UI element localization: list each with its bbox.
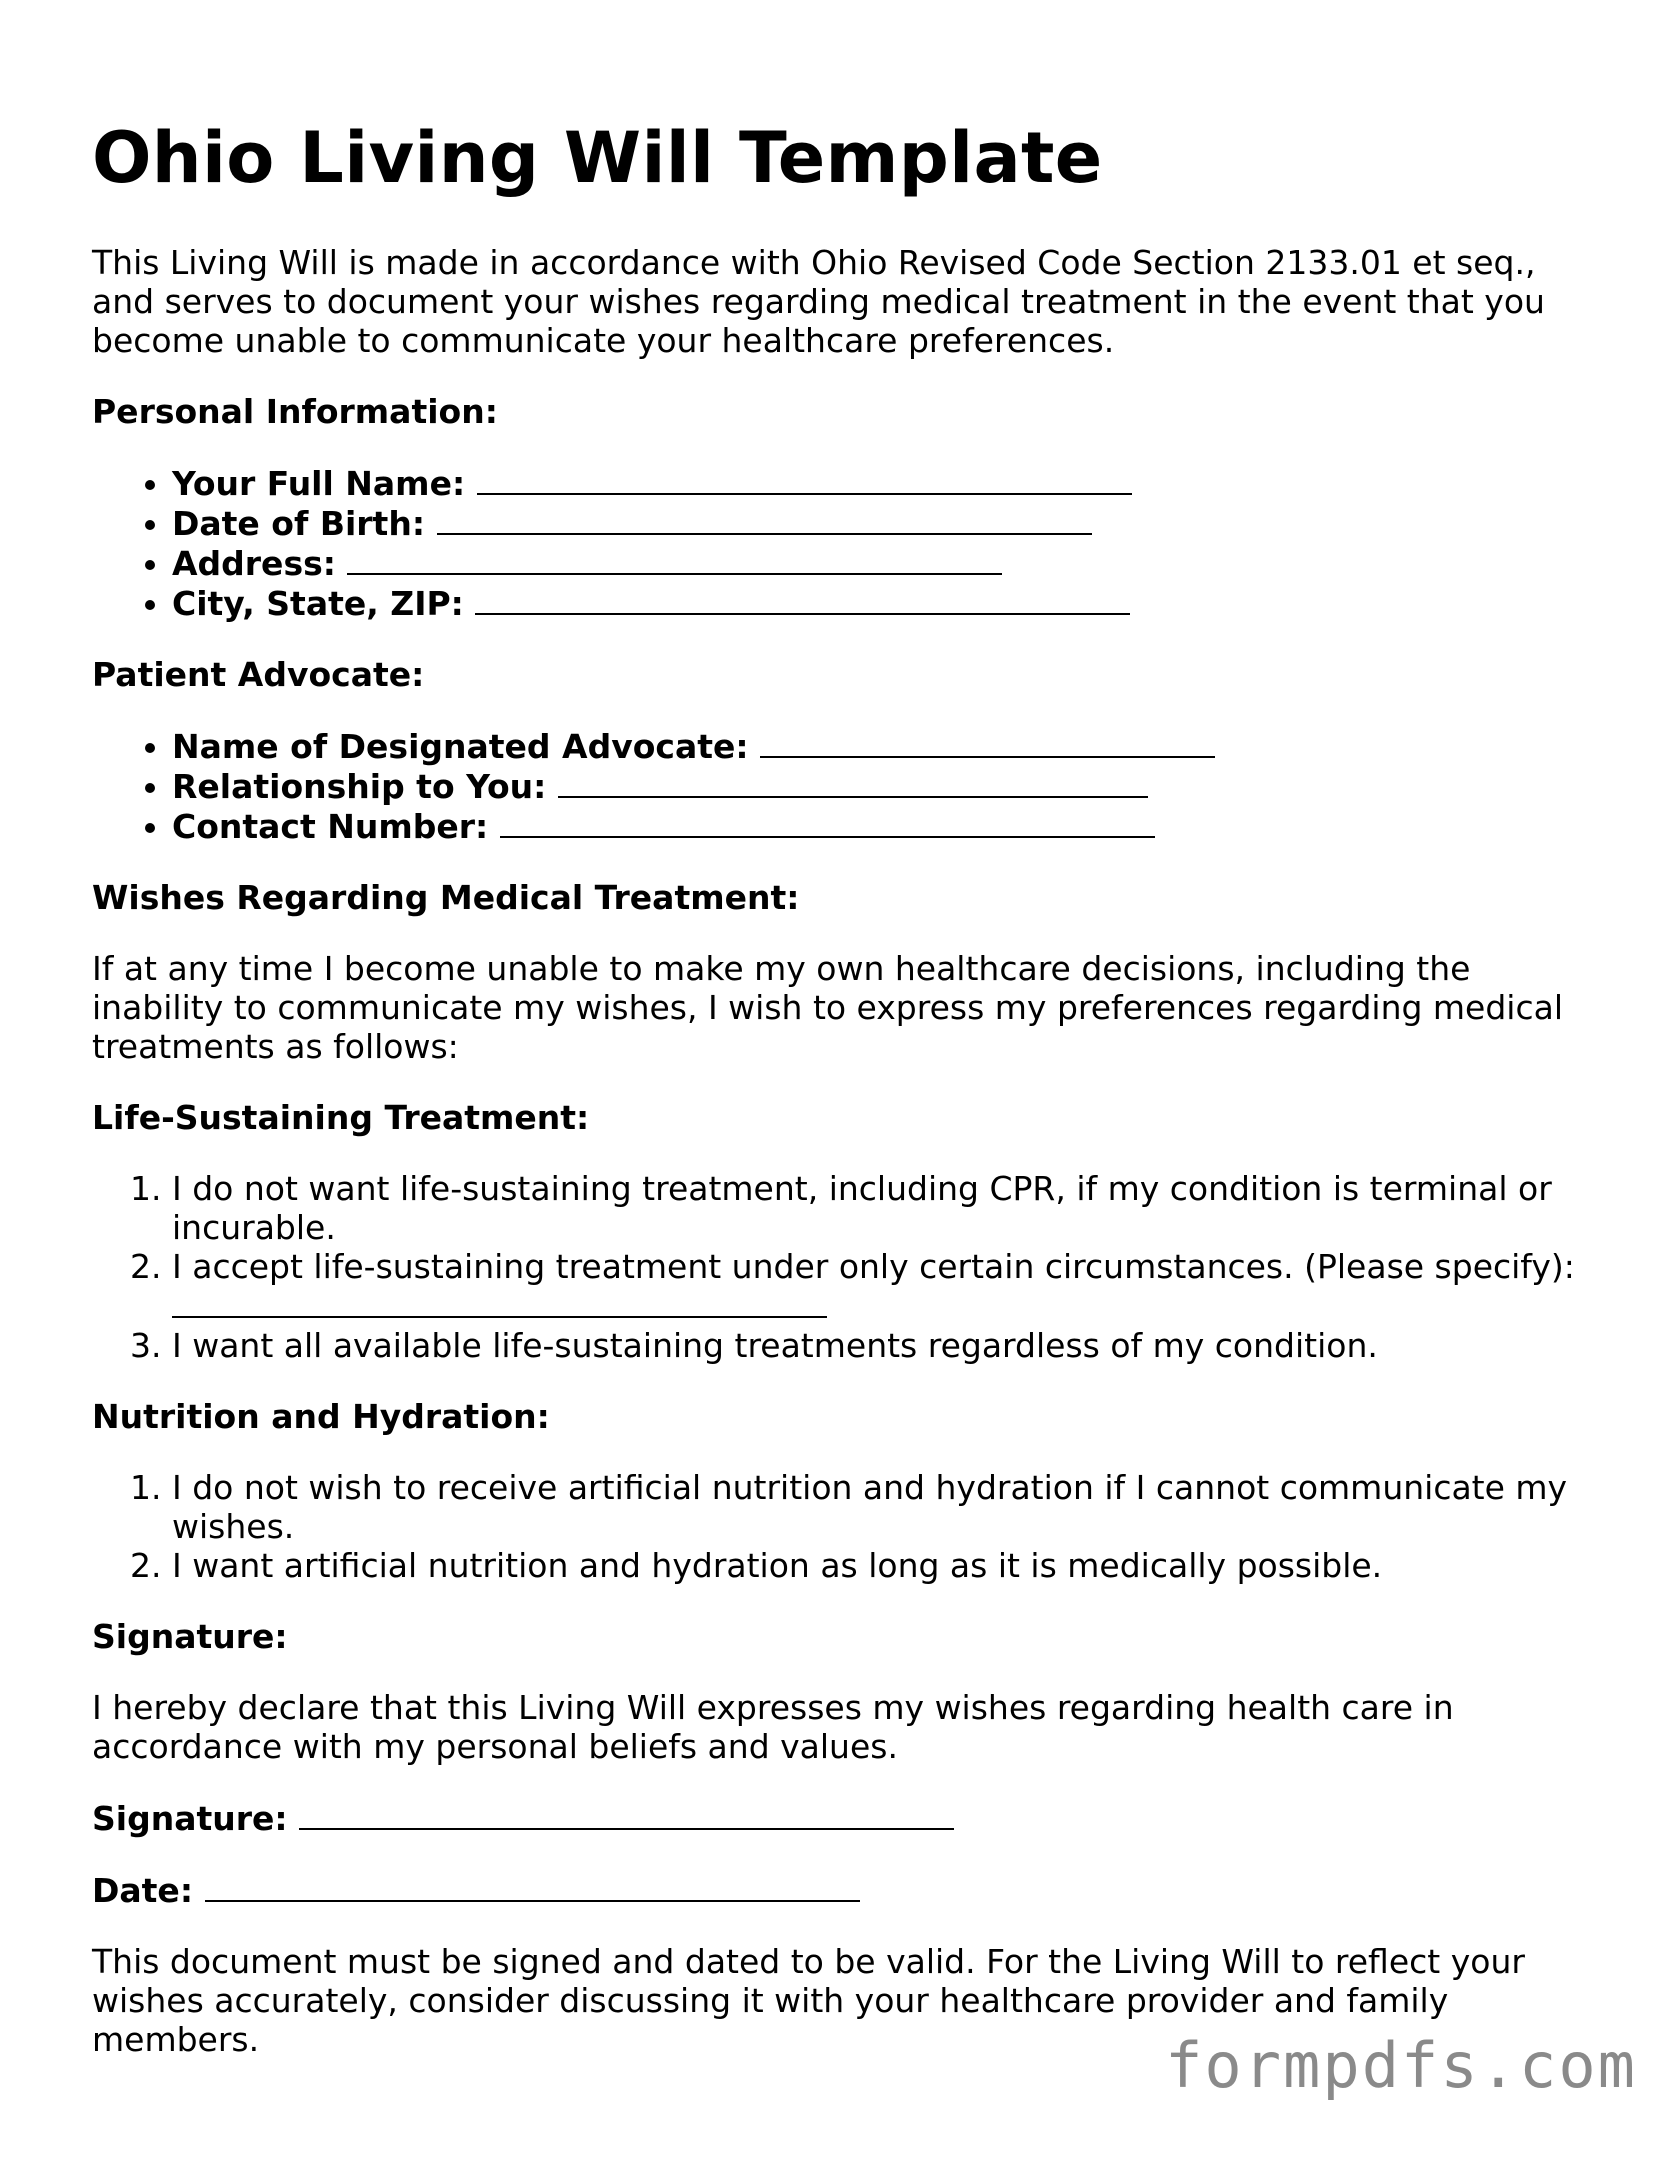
dob-label: Date of Birth: <box>172 503 426 543</box>
dob-blank[interactable] <box>437 503 1092 535</box>
wishes-paragraph: If at any time I become unable to make my own healthcare decisions, including the inability to communicate my wishes, I wish to express my preferences regarding medical treatments as follows: <box>92 948 1564 1066</box>
date-blank[interactable] <box>205 1870 860 1902</box>
wishes-heading: Wishes Regarding Medical Treatment: <box>92 877 800 917</box>
document-page <box>92 118 1602 2091</box>
list-item <box>172 503 1602 543</box>
list-item <box>172 463 1602 503</box>
advocate-name-label: Name of Designated Advocate: <box>172 726 749 766</box>
relationship-label: Relationship to You: <box>172 766 547 806</box>
address-label: Address: <box>172 543 336 583</box>
life-sustaining-heading: Life-Sustaining Treatment: <box>92 1097 590 1137</box>
city-state-zip-blank[interactable] <box>475 583 1130 615</box>
nutrition-list <box>92 1468 1602 1585</box>
personal-info-list <box>92 463 1602 623</box>
signature-line <box>92 1798 1602 1838</box>
footer-note: This document must be signed and dated to be valid. For the Living Will to reflect your wishes accurately, consider discussing it with your healthcare provider and family members. <box>92 1941 1525 2059</box>
declaration-paragraph: I hereby declare that this Living Will expresses my wishes regarding health care in accordance with my personal beliefs and values. <box>92 1687 1454 1766</box>
full-name-label: Your Full Name: <box>172 463 466 503</box>
signature-label: Signature: <box>92 1798 288 1838</box>
list-item <box>172 543 1602 583</box>
signature-blank[interactable] <box>299 1798 954 1830</box>
list-item: 1. I do not wish to receive artificial nutrition and hydration if I cannot communicate my wishes. <box>172 1468 1602 1546</box>
personal-info-heading: Personal Information: <box>92 391 498 431</box>
list-item <box>172 1247 1602 1326</box>
advocate-name-blank[interactable] <box>760 726 1215 758</box>
contact-number-blank[interactable] <box>500 806 1155 838</box>
date-line <box>92 1870 1602 1910</box>
list-item <box>172 766 1602 806</box>
list-item: 3. I want all available life-sustaining treatments regardless of my condition. <box>172 1326 1602 1365</box>
list-item: 1. I do not want life-sustaining treatment, including CPR, if my condition is terminal or incurable. <box>172 1169 1602 1247</box>
nutrition-heading: Nutrition and Hydration: <box>92 1396 550 1436</box>
option-text: I accept life-sustaining treatment under only certain circumstances. (Please specify): <box>172 1246 1575 1286</box>
list-item <box>172 583 1602 623</box>
specify-blank[interactable] <box>172 1286 827 1318</box>
contact-number-label: Contact Number: <box>172 806 489 846</box>
page-title: Ohio Living Will Template <box>92 117 1103 199</box>
full-name-blank[interactable] <box>477 463 1132 495</box>
intro-paragraph: This Living Will is made in accordance with Ohio Revised Code Section 2133.01 et seq., and serves to document your wishes regarding medical treatment in the event that you become unable to communicate your healthcare preferences. <box>92 242 1545 360</box>
list-item <box>172 806 1602 846</box>
list-item: 2. I want artificial nutrition and hydration as long as it is medically possible. <box>172 1546 1602 1585</box>
advocate-list <box>92 726 1602 846</box>
signature-heading: Signature: <box>92 1616 288 1656</box>
life-sustaining-list <box>92 1169 1602 1365</box>
city-state-zip-label: City, State, ZIP: <box>172 583 464 623</box>
watermark: formpdfs.com <box>1165 2029 1637 2102</box>
patient-advocate-heading: Patient Advocate: <box>92 654 425 694</box>
date-label: Date: <box>92 1870 194 1910</box>
address-blank[interactable] <box>347 543 1002 575</box>
relationship-blank[interactable] <box>558 766 1148 798</box>
list-item <box>172 726 1602 766</box>
